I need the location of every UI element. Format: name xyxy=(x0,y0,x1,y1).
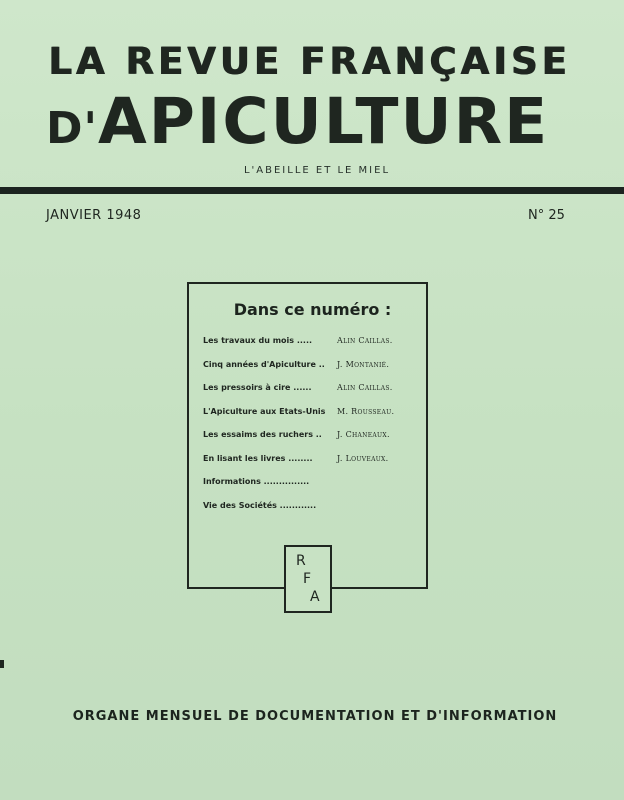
toc-item-title: Les essaims des ruchers .. xyxy=(203,430,322,439)
toc-item-title: Vie des Sociétés ............ xyxy=(203,500,317,510)
header-rule xyxy=(0,187,624,194)
toc-item-title: Les travaux du mois ..... xyxy=(203,336,313,345)
toc-heading: Dans ce numéro : xyxy=(233,300,392,319)
toc-item xyxy=(203,473,425,497)
toc-item xyxy=(203,356,425,380)
toc-item-author: J. Louveaux. xyxy=(337,453,389,463)
rfa-letter-a: A xyxy=(310,589,320,605)
toc-item-title: En lisant les livres ........ xyxy=(203,453,313,463)
toc-item-title: Informations ............... xyxy=(203,477,310,486)
toc-item xyxy=(203,403,425,427)
masthead-title-line2 xyxy=(46,86,586,165)
toc-item xyxy=(203,332,425,356)
footer-tagline: ORGANE MENSUEL DE DOCUMENTATION ET D'INFORMATION xyxy=(72,709,558,724)
toc-item xyxy=(203,379,425,403)
issue-date: JANVIER 1948 xyxy=(46,208,142,223)
masthead-subtitle: L'ABEILLE ET LE MIEL xyxy=(243,165,391,176)
issue-number: N° 25 xyxy=(528,208,565,223)
toc-item-author: M. Rousseau. xyxy=(337,406,395,416)
toc-item-author: Alin Caillas. xyxy=(337,383,393,392)
rfa-letter-f: F xyxy=(303,571,312,587)
rfa-letter-r: R xyxy=(296,553,306,569)
masthead-title-prefix: D' xyxy=(46,103,98,154)
toc-item xyxy=(203,450,425,474)
toc-item-author: J. Chaneaux. xyxy=(337,430,390,439)
toc-item-author: J. Montanié. xyxy=(337,359,390,369)
toc-item xyxy=(203,426,425,450)
rfa-logo xyxy=(284,545,332,613)
binding-mark xyxy=(0,660,4,668)
toc-item-title: Les pressoirs à cire ...... xyxy=(203,383,312,392)
toc-item-author: Alin Caillas. xyxy=(337,336,393,345)
masthead-title-line1: LA REVUE FRANÇAISE xyxy=(48,40,571,83)
toc-item-title: Cinq années d'Apiculture .. xyxy=(203,359,325,369)
table-of-contents xyxy=(187,282,428,589)
masthead-title-main: APICULTURE xyxy=(98,85,550,158)
toc-item-title: L'Apiculture aux Etats-Unis xyxy=(203,406,326,416)
toc-item xyxy=(203,497,425,521)
toc-list xyxy=(203,332,425,520)
